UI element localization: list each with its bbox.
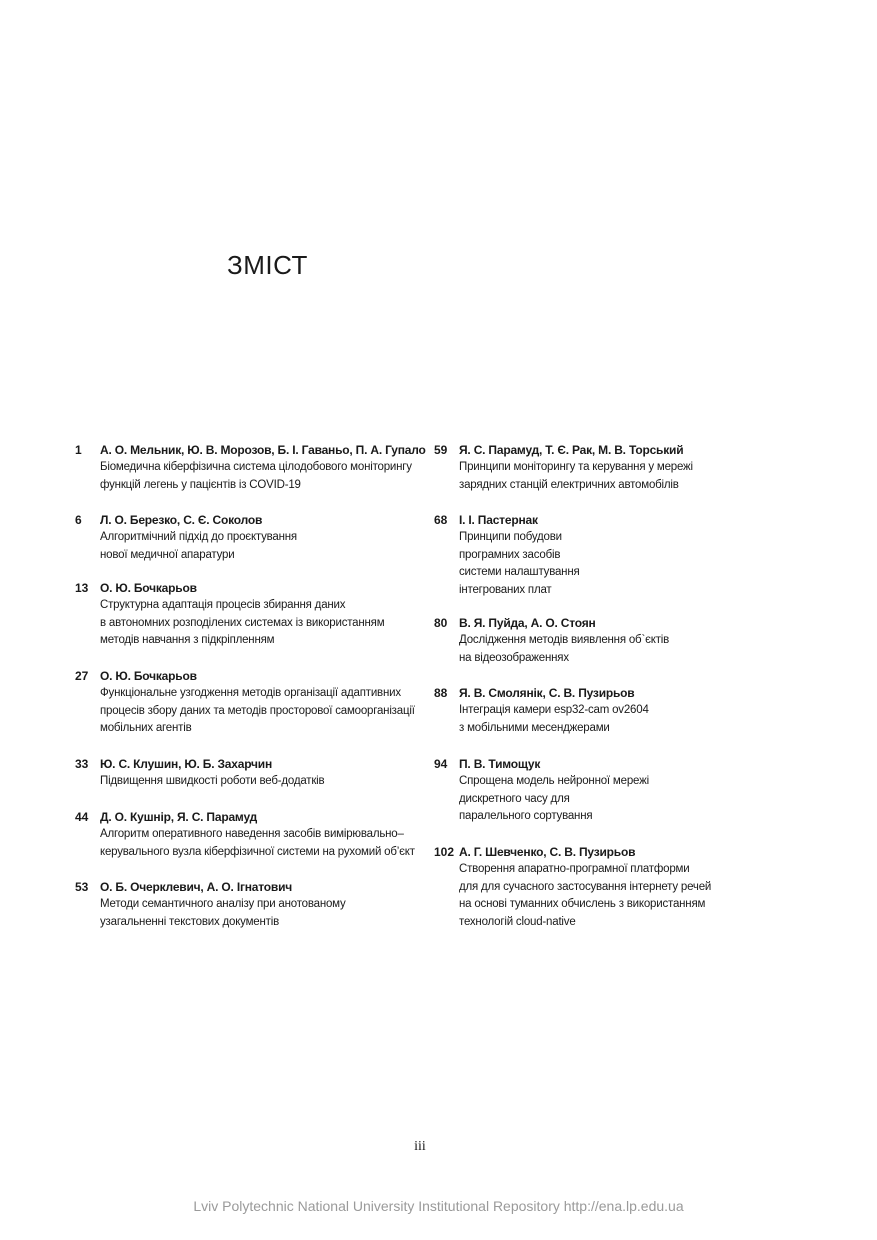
toc-title-line: на відеозображеннях: [459, 651, 569, 664]
toc-title-line: Дослідження методів виявлення об`єктів: [459, 634, 670, 646]
toc-title-line: на основі туманних обчислень з використанням: [459, 898, 706, 911]
toc-authors: О. Б. Очерклевич, А. О. Ігнатович: [100, 880, 293, 894]
toc-title-line: для для сучасного застосування інтернету речей: [459, 880, 712, 893]
toc-title-line: Алгоритм оперативного наведення засобів вимірювально–: [100, 828, 404, 840]
toc-title-line: функцій легень у пацієнтів із COVID-19: [100, 478, 301, 491]
toc-title-line: технологій cloud-native: [459, 915, 576, 928]
toc-title-line: системи налаштування: [459, 566, 580, 579]
toc-title-line: Підвищення швидкості роботи веб-додатків: [100, 775, 325, 787]
toc-authors: О. Ю. Бочкарьов: [100, 581, 197, 595]
toc-page-number: 6: [75, 513, 82, 527]
toc-title-line: зарядних станцій електричних автомобілів: [459, 478, 679, 491]
toc-page-number: 102: [434, 845, 455, 859]
toc-title-line: мобільних агентів: [100, 722, 192, 735]
toc-title-line: узагальненні текстових документів: [100, 915, 279, 928]
toc-title-line: інтегрованих плат: [459, 583, 552, 596]
toc-title-line: Інтеграція камери esp32-cam ov2604: [459, 704, 649, 716]
toc-title-line: методів навчання з підкріпленням: [100, 634, 275, 647]
toc-title-line: процесів збору даних та методів просторової самоорганізації: [100, 704, 415, 717]
toc-page-number: 27: [75, 669, 89, 683]
toc-authors: Я. В. Смолянік, С. В. Пузирьов: [459, 686, 635, 700]
toc-authors: П. В. Тимощук: [459, 757, 541, 771]
toc-page-number: 94: [434, 757, 448, 771]
toc-title-line: Алгоритмічний підхід до проєктування: [100, 531, 297, 543]
toc-authors: Л. О. Березко, С. Є. Соколов: [100, 513, 263, 527]
toc-title-line: нової медичної апаратури: [100, 548, 235, 561]
toc-title-line: Принципи моніторингу та керування у мережі: [459, 461, 693, 473]
toc-page-number: 88: [434, 686, 448, 700]
toc-authors: Я. С. Парамуд, Т. Є. Рак, М. В. Торський: [459, 443, 684, 457]
toc-authors: Д. О. Кушнір, Я. С. Парамуд: [100, 810, 258, 824]
toc-page-number: 68: [434, 513, 448, 527]
toc-authors: І. І. Пастернак: [459, 513, 538, 527]
toc-title-line: дискретного часу для: [459, 792, 570, 805]
toc-authors: О. Ю. Бочкарьов: [100, 669, 197, 683]
toc-title-line: Створення апаратно-програмної платформи: [459, 863, 690, 875]
toc-page-number: 13: [75, 581, 89, 595]
toc-title-line: паралельного сортування: [459, 810, 593, 823]
page-title: ЗМІСТ: [227, 250, 308, 280]
toc-authors: Ю. С. Клушин, Ю. Б. Захарчин: [100, 757, 273, 771]
toc-title-line: програмних засобів: [459, 548, 561, 561]
toc-title-line: керувального вузла кіберфізичної системи на рухомий об’єкт: [100, 845, 415, 858]
toc-title-line: Принципи побудови: [459, 531, 562, 543]
toc-page-number: 44: [75, 810, 89, 824]
toc-page-number: 59: [434, 443, 448, 457]
toc-page-number: 33: [75, 757, 89, 771]
toc-authors: А. Г. Шевченко, С. В. Пузирьов: [459, 845, 636, 859]
toc-authors: В. Я. Пуйда, А. О. Стоян: [459, 616, 596, 630]
toc-title-line: Спрощена модель нейронної мережі: [459, 775, 649, 787]
toc-title-line: з мобільними месенджерами: [459, 721, 610, 734]
toc-title-line: в автономних розподілених системах із використанням: [100, 616, 385, 629]
toc-page-number: 1: [75, 443, 82, 457]
toc-title-line: Біомедична кіберфізична система цілодобового моніторингу: [100, 461, 412, 473]
page-number: iii: [414, 1139, 426, 1154]
toc-title-line: Методи семантичного аналізу при анотованому: [100, 898, 346, 910]
toc-page-number: 80: [434, 616, 448, 630]
toc-authors: А. О. Мельник, Ю. В. Морозов, Б. І. Гаваньо, П. А. Гупало: [100, 443, 426, 457]
repository-footer: Lviv Polytechnic National University Institutional Repository http://ena.lp.edu.ua: [193, 1198, 684, 1214]
toc-page-number: 53: [75, 880, 89, 894]
toc-title-line: Функціональне узгодження методів організації адаптивних: [100, 687, 401, 699]
toc-title-line: Структурна адаптація процесів збирання даних: [100, 599, 346, 611]
